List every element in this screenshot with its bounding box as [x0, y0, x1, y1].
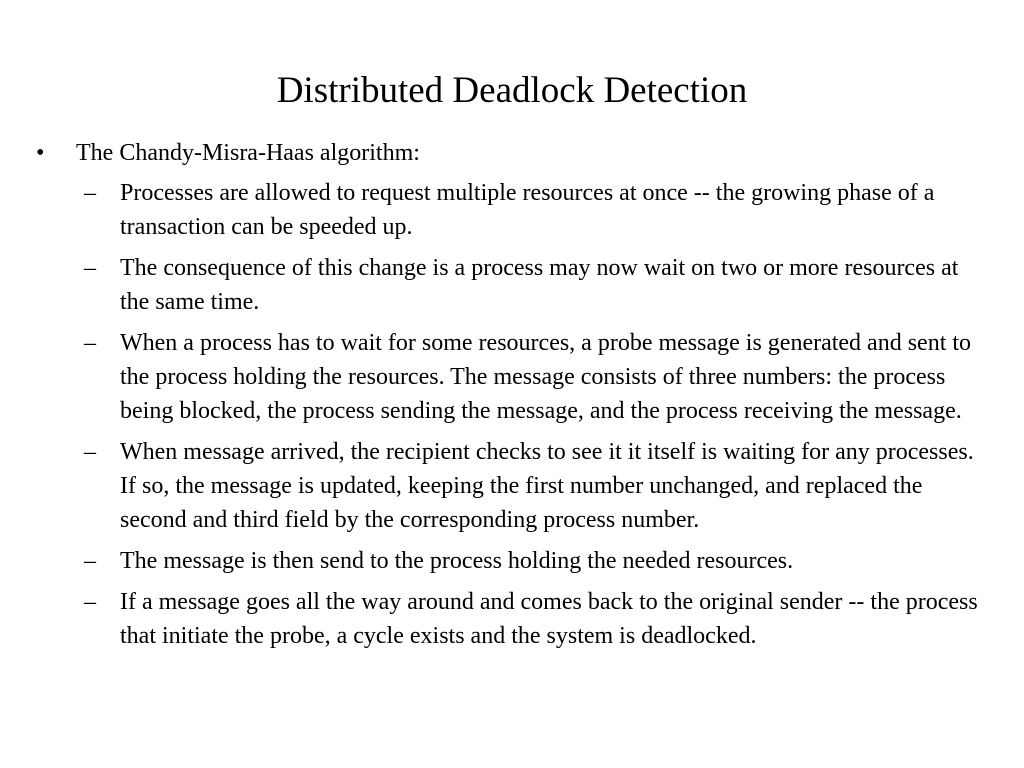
sub-bullet-list — [36, 176, 986, 653]
sub-bullet-item — [36, 326, 986, 428]
sub-bullet-text: When a process has to wait for some resources, a probe message is generated and sent to the process holding the resources. The message consists of three numbers: the process being blocked, the process sending the message, and the process receiving the message. — [120, 330, 972, 424]
dash-marker: – — [84, 548, 96, 574]
bullet-item — [36, 138, 986, 169]
sub-bullet-text: The message is then send to the process holding the needed resources. — [120, 548, 794, 574]
sub-bullet-item — [36, 544, 986, 578]
sub-bullet-text: Processes are allowed to request multiple resources at once -- the growing phase of a transaction can be speeded up. — [120, 180, 935, 240]
sub-bullet-item — [36, 435, 986, 537]
sub-bullet-item — [36, 585, 986, 653]
sub-bullet-item — [36, 176, 986, 244]
sub-bullet-text: The consequence of this change is a process may now wait on two or more resources at the same time. — [120, 255, 959, 315]
dash-marker: – — [84, 180, 96, 206]
bullet-marker: • — [36, 140, 45, 166]
sub-bullet-item — [36, 251, 986, 319]
sub-bullet-text: If a message goes all the way around and comes back to the original sender -- the process that initiate the probe, a cycle exists and the system is deadlocked. — [120, 589, 978, 649]
bullet-text: The Chandy-Misra-Haas algorithm: — [76, 140, 420, 166]
slide-content — [36, 138, 986, 660]
dash-marker: – — [84, 589, 96, 615]
dash-marker: – — [84, 255, 96, 281]
sub-bullet-text: When message arrived, the recipient checks to see it it itself is waiting for any processes. If so, the message is updated, keeping the first number unchanged, and replaced the second and third field by the corresponding process number. — [120, 439, 974, 533]
dash-marker: – — [84, 439, 96, 465]
dash-marker: – — [84, 330, 96, 356]
slide-title: Distributed Deadlock Detection — [276, 70, 748, 111]
